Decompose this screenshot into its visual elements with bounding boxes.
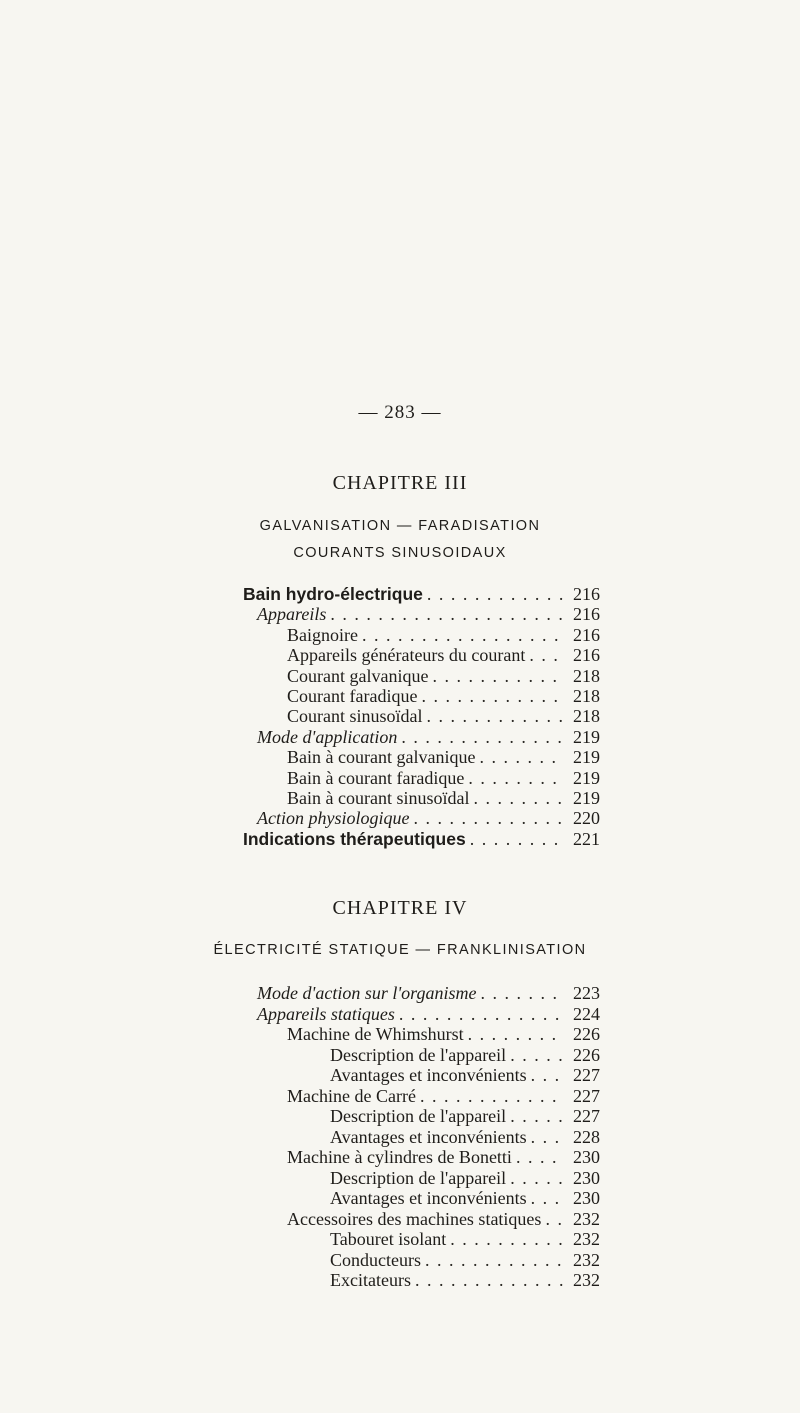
toc-entry-page-number: 220 <box>573 808 600 829</box>
toc-entry <box>257 726 600 748</box>
dot-leader <box>531 1126 564 1148</box>
toc-entry <box>287 1023 600 1045</box>
toc-entry-page-number: 219 <box>573 767 600 788</box>
toc-entry <box>287 1146 600 1168</box>
toc-entry-label: Machine de Carré <box>287 1085 416 1106</box>
dot-leader <box>510 1105 564 1127</box>
toc-entry-label: Mode d'application <box>257 726 398 747</box>
toc-entry-label: Description de l'appareil <box>330 1044 507 1065</box>
toc-entry-page-number: 230 <box>573 1147 600 1167</box>
toc-entry <box>257 982 600 1004</box>
dot-leader <box>421 685 564 707</box>
dot-leader <box>516 1146 564 1168</box>
toc-entry-label: Tabouret isolant <box>330 1229 447 1249</box>
toc-entry <box>257 807 600 829</box>
toc-entry <box>287 665 600 687</box>
toc-entry-page-number: 216 <box>573 645 600 666</box>
toc-entry-label: Bain à courant faradique <box>287 767 465 788</box>
toc-entry-label: Description de l'appareil <box>330 1106 507 1126</box>
toc-entry-label: Machine à cylindres de Bonetti <box>287 1147 512 1167</box>
toc-entry-page-number: 216 <box>573 604 600 625</box>
toc-entry-label: Bain hydro-électrique <box>243 584 423 604</box>
toc-entry <box>330 1044 600 1066</box>
dot-leader <box>479 746 564 768</box>
dot-leader <box>427 583 564 605</box>
toc-entry <box>287 1085 600 1107</box>
toc-entry-page-number: 232 <box>573 1229 600 1249</box>
toc-entry-label: Baignoire <box>287 624 358 645</box>
toc-entry-page-number: 228 <box>573 1126 600 1147</box>
dot-leader <box>531 1187 564 1209</box>
toc-entry-label: Action physiologique <box>257 808 410 829</box>
toc-entry-label: Appareils statiques <box>257 1003 395 1024</box>
toc-entry <box>330 1187 600 1209</box>
toc-entry <box>287 746 600 768</box>
toc-entry-page-number: 224 <box>573 1003 600 1024</box>
chapter-3-subtitle-2: COURANTS SINUSOIDAUX <box>293 545 507 561</box>
toc-entry-label: Mode d'action sur l'organisme <box>257 983 477 1003</box>
toc-entry <box>257 1003 600 1025</box>
toc-entry-label: Courant faradique <box>287 686 418 706</box>
toc-entry <box>287 624 600 646</box>
dot-leader <box>425 1249 564 1271</box>
toc-entry-label: Bain à courant sinusoïdal <box>287 788 470 808</box>
dot-leader <box>427 705 565 727</box>
dot-leader <box>420 1085 564 1107</box>
toc-entry <box>257 603 600 625</box>
toc-entry <box>287 1208 600 1230</box>
toc-entry <box>330 1249 600 1271</box>
toc-entry <box>243 583 600 605</box>
toc-entry-page-number: 221 <box>573 828 600 849</box>
toc-entry <box>330 1064 600 1086</box>
toc-entry <box>330 1228 600 1250</box>
chapter-4-title: CHAPITRE IV <box>332 897 468 919</box>
toc-entry-page-number: 218 <box>573 686 600 706</box>
toc-entry-page-number: 232 <box>573 1270 600 1290</box>
toc-entry-page-number: 219 <box>573 788 600 808</box>
toc-entry-label: Avantages et inconvénients <box>330 1065 527 1085</box>
toc-entry-label: Courant galvanique <box>287 665 429 686</box>
toc-entry-label: Machine de Whimshurst <box>287 1024 464 1044</box>
dot-leader <box>545 1208 564 1230</box>
toc-entry-label: Appareils générateurs du courant <box>287 645 526 666</box>
toc-entry-label: Conducteurs <box>330 1249 421 1270</box>
toc-entry-page-number: 227 <box>573 1085 600 1106</box>
dot-leader <box>450 1228 564 1250</box>
dot-leader <box>399 1003 564 1025</box>
dot-leader <box>415 1269 564 1291</box>
dot-leader <box>481 982 564 1004</box>
toc-entry-page-number: 218 <box>573 665 600 686</box>
toc-entry-page-number: 219 <box>573 747 600 768</box>
toc-entry-page-number: 232 <box>573 1208 600 1229</box>
dot-leader <box>468 1023 564 1045</box>
toc-entry-page-number: 216 <box>573 624 600 645</box>
page-number: — 283 — <box>358 402 442 423</box>
toc-entry-page-number: 227 <box>573 1065 600 1085</box>
toc-entry <box>330 1126 600 1148</box>
toc-entry-page-number: 219 <box>573 726 600 747</box>
dot-leader <box>432 665 564 687</box>
dot-leader <box>468 767 564 789</box>
toc-entry-label: Description de l'appareil <box>330 1167 507 1188</box>
toc-entry-page-number: 218 <box>573 706 600 727</box>
toc-entry-label: Courant sinusoïdal <box>287 706 423 727</box>
toc-entry-label: Indications thérapeutiques <box>243 828 466 849</box>
chapter-3-subtitle-1: GALVANISATION — FARADISATION <box>259 518 541 534</box>
toc-entry <box>287 705 600 727</box>
toc-entry-label: Excitateurs <box>330 1270 411 1290</box>
toc-entry <box>330 1167 600 1189</box>
toc-entry <box>243 828 600 850</box>
dot-leader <box>362 624 564 646</box>
chapter-4-subtitle-1: ÉLECTRICITÉ STATIQUE — FRANKLINISATION <box>213 942 587 958</box>
toc-entry-label: Bain à courant galvanique <box>287 747 476 768</box>
dot-leader <box>413 807 564 829</box>
toc-entry-page-number: 226 <box>573 1024 600 1044</box>
dot-leader <box>531 1064 564 1086</box>
dot-leader <box>510 1044 564 1066</box>
toc-entry-label: Avantages et inconvénients <box>330 1126 527 1147</box>
chapter-3-title: CHAPITRE III <box>332 472 468 494</box>
toc-entry-page-number: 230 <box>573 1188 600 1208</box>
toc-entry-page-number: 226 <box>573 1044 600 1065</box>
toc-entry <box>287 787 600 809</box>
toc-entry-page-number: 227 <box>573 1106 600 1126</box>
dot-leader <box>529 644 564 666</box>
toc-entry-page-number: 232 <box>573 1249 600 1270</box>
dot-leader <box>470 828 564 850</box>
toc-entry-page-number: 216 <box>573 584 600 604</box>
toc-entry <box>330 1105 600 1127</box>
toc-entry-page-number: 230 <box>573 1167 600 1188</box>
toc-entry-label: Accessoires des machines statiques <box>287 1208 542 1229</box>
dot-leader <box>510 1167 564 1189</box>
toc-entry <box>287 685 600 707</box>
dot-leader <box>330 603 564 625</box>
toc-entry-label: Avantages et inconvénients <box>330 1188 527 1208</box>
toc-entry <box>287 644 600 666</box>
dot-leader <box>401 726 564 748</box>
toc-entry <box>287 767 600 789</box>
toc-entry-label: Appareils <box>257 604 327 625</box>
toc-entry <box>330 1269 600 1291</box>
dot-leader <box>473 787 564 809</box>
toc-entry-page-number: 223 <box>573 983 600 1003</box>
